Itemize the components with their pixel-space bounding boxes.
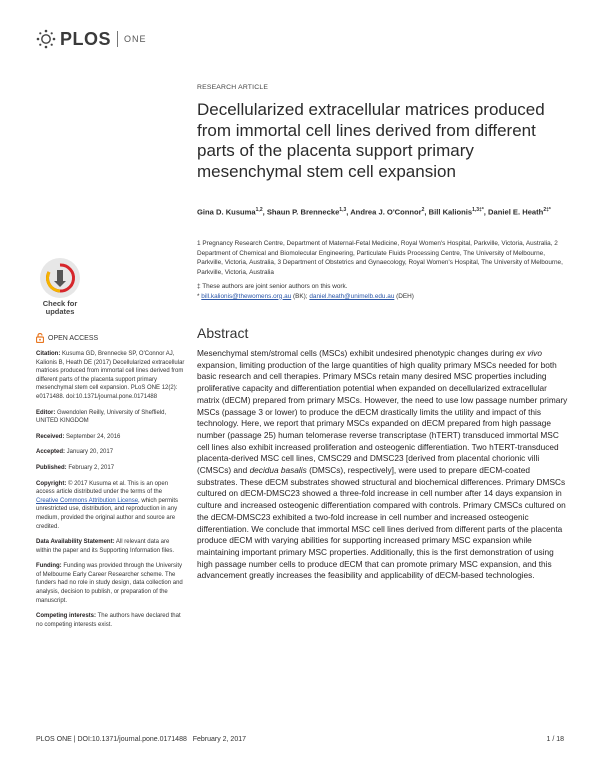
author-affiliation-mark: 1,3	[339, 207, 347, 213]
check-updates-line1: Check for	[42, 299, 78, 308]
email-link-kalionis[interactable]: bill.kalionis@thewomens.org.au	[201, 292, 292, 300]
funding-label: Funding:	[36, 563, 62, 570]
citation-text: Kusuma GD, Brennecke SP, O'Connor AJ, Kalionis B, Heath DE (2017) Decellularized extracellular matrices produced from immortal cell lines derived from different parts of the placenta support primary mesenchymal stem cell expansion. PLoS ONE 12(2): e0171488. doi:10.1371/journal.pone.0171488	[36, 351, 185, 400]
check-updates-line2: updates	[45, 307, 75, 316]
page-number: 1 / 18	[546, 736, 564, 743]
logo-divider	[117, 31, 118, 47]
data-availability-block	[36, 538, 186, 555]
author-affiliation-mark: 1,2	[255, 207, 263, 213]
published-label: Published:	[36, 464, 67, 471]
received-date: September 24, 2016	[64, 433, 121, 440]
published-date: February 2, 2017	[66, 464, 115, 471]
author-name[interactable]: Daniel E. Heath	[488, 207, 544, 217]
check-updates-icon	[40, 258, 80, 298]
received-block	[36, 433, 186, 442]
abstract-italic-term: ex vivo	[516, 348, 542, 358]
footer-citation: PLOS ONE | DOI:10.1371/journal.pone.0171488 February 2, 2017	[36, 736, 247, 743]
competing-interests-block	[36, 612, 186, 629]
article-type: RESEARCH ARTICLE	[197, 84, 269, 91]
author-notes	[197, 282, 567, 301]
author-affiliation-mark: 1,3‡*	[472, 207, 484, 213]
copyright-text: © 2017 Kusuma et al. This is an open access article distributed under the terms of the	[36, 480, 169, 496]
data-availability-label: Data Availability Statement:	[36, 539, 115, 546]
correspondence-line	[197, 292, 567, 302]
copyright-text: , which permits unrestricted use, distribution, and reproduction in any medium, provided the original author and source are credited.	[36, 497, 179, 530]
author-list: Gina D. Kusuma$^{1,2}$, Shaun P. Brennecke$^{1,3}$, Andrea J. O'Connor$^2$, Bill Kalionis$^{1,3\ddagger*}$, Daniel E. Heath$^{2\ddagger*}$	[197, 207, 551, 217]
email-suffix: (DEH)	[394, 292, 414, 300]
author-name[interactable]: Bill Kalionis	[428, 207, 473, 217]
competing-interests-text: The authors have declared that no competing interests exist.	[36, 613, 181, 628]
competing-interests-label: Competing interests:	[36, 613, 97, 620]
abstract-italic-term: decidua basalis	[249, 465, 307, 476]
open-lock-icon	[36, 333, 44, 343]
funding-text: Funding was provided through the University of Melbourne Early Career Researcher scheme. The funders had no role in study design, data collection and analysis, decision to publish, or preparation of the manuscript.	[36, 563, 183, 604]
joint-senior-note: ‡ These authors are joint senior authors on this work.	[197, 283, 348, 290]
funding-block	[36, 562, 186, 605]
article-title: Decellularized extracellular matrices produced from immortal cell lines derived from different parts of the placenta support primary mesenchymal stem cell expansion	[197, 100, 545, 181]
abstract-text: Mesenchymal stem/stromal cells (MSCs) exhibit undesired phenotypic changes during	[197, 348, 517, 358]
check-for-updates-badge[interactable]	[36, 258, 84, 316]
accepted-date: January 20, 2017	[65, 449, 114, 456]
received-label: Received:	[36, 433, 65, 440]
email-link-heath[interactable]: daniel.heath@unimelb.edu.au	[309, 292, 395, 300]
editor-text: Gwendolen Reilly, University of Sheffield, UNITED KINGDOM	[36, 409, 167, 425]
author-name[interactable]: Shaun P. Brennecke	[266, 207, 340, 217]
abstract-text: expansion, limiting production of the large quantities of high quality primary MSCs needed for both basic research and cell therapies. Primary MSCs retain many desired MSC properties including proliferative capacity and differentiation potential when expanded on decellularized extracellular matrix (dECM) prepared from primary MSCs. However, the need to use low passage number primary MSCs (passage 3 or lower) to produce the dECM drastically limits the utility and impact of this technology. Here, we report that primary MSCs expanded on dECM prepared from high passage number (passage 25) human telomerase reverse transcriptase (hTERT) transduced immortal MSC cell lines also exhibit increased proliferation and osteogenic differentiation. Two hTERT-transduced placenta-derived MSC cell lines, CMSC29 and DMSC23 [derived from placental chorionic villi (CMSCs) and	[197, 359, 568, 476]
abstract-heading: Abstract	[197, 325, 249, 341]
editor-block	[36, 409, 186, 426]
affiliations: 1 Pregnancy Research Centre, Department of Maternal-Fetal Medicine, Royal Women's Hospital, Parkville, Victoria, Australia, 2 Department of Chemical and Biomolecular Engineering, Particulate Fluids Processing Centre, The University of Melbourne, Parkville, Victoria, Australia, 3 Department of Obstetrics and Gynaecology, Royal Women's Hospital, The University of Melbourne, Parkville, Victoria, Australia	[197, 240, 563, 276]
accepted-label: Accepted:	[36, 449, 66, 456]
correspondence-star: *	[197, 292, 200, 300]
published-block	[36, 464, 186, 473]
journal-name: ONE	[124, 34, 147, 44]
brand-name: PLOS	[60, 28, 112, 49]
email-suffix: (BK);	[291, 292, 310, 300]
plos-burst-icon	[36, 29, 56, 49]
citation-block	[36, 350, 186, 402]
cc-license-link[interactable]: Creative Commons Attribution License	[36, 497, 139, 504]
data-availability-text: All relevant data are within the paper and its Supporting Information files.	[36, 539, 175, 554]
accepted-block	[36, 448, 186, 457]
copyright-block	[36, 480, 186, 532]
abstract-body	[197, 348, 569, 582]
author-name[interactable]: Gina D. Kusuma	[197, 207, 256, 217]
copyright-label: Copyright:	[36, 480, 67, 487]
open-access-badge	[36, 333, 98, 343]
author-affiliation-mark: 2‡*	[543, 207, 551, 213]
plos-one-logo[interactable]	[36, 28, 147, 50]
open-access-label: OPEN ACCESS	[48, 334, 99, 342]
abstract-text: (DMSCs), respectively], were used to prepare dECM-coated substrates. These dECM substrates showed structural and biochemical differences. Primary DMSCs cultured on dECM-DMSC23 showed a three-fold increase in cell number after 14 days expansion in culture and increased osteogenic differentiation compared with controls. Primary CMSCs cultured on the dECM-DMSC23 exhibited a two-fold increase in cell number and increased osteogenic differentiation. We conclude that immortal MSC cell lines derived from different parts of the placenta produce dECM with varying abilities for supporting increased primary MSC expansion while maintaining important primary MSC properties. Additionally, this is the first demonstration of using high passage number cells to produce dECM that can promote primary MSC expansion, and this advancement greatly increases the feasibility and applicability of dECM-based technologies.	[197, 465, 566, 581]
author-affiliation-mark: 2	[421, 207, 425, 213]
author-name[interactable]: Andrea J. O'Connor	[350, 207, 422, 217]
article-info-sidebar	[36, 350, 186, 636]
editor-label: Editor:	[36, 409, 56, 416]
citation-label: Citation:	[36, 351, 61, 357]
check-updates-label	[36, 300, 84, 316]
